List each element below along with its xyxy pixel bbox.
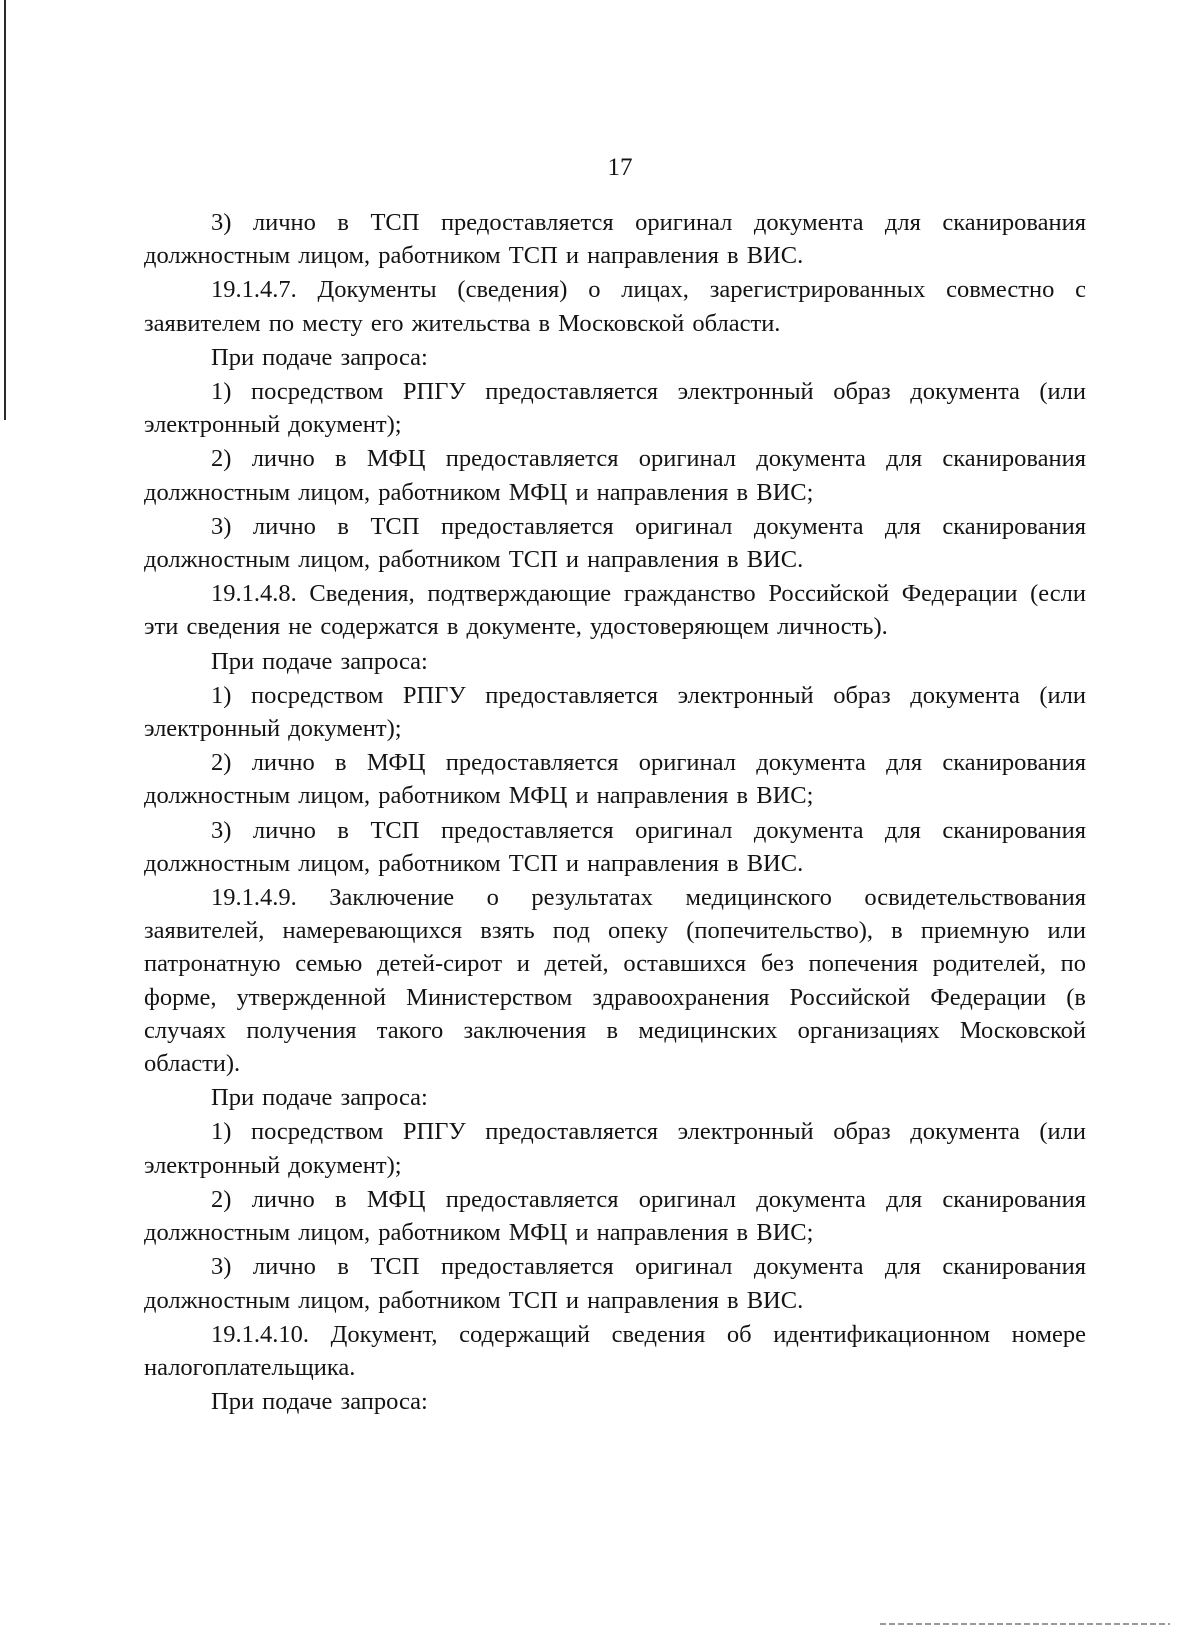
document-body	[144, 206, 1086, 1419]
paragraph-item-3-tsp: 3) лично в ТСП предоставляется оригинал документа для сканирования должностным лицом, работником ТСП и направления в ВИС.	[144, 209, 1086, 270]
paragraph-item-3-tsp: 3) лично в ТСП предоставляется оригинал документа для сканирования должностным лицом, работником ТСП и направления в ВИС.	[144, 512, 1086, 574]
request-submission-heading: При подаче запроса:	[211, 343, 428, 371]
request-submission-heading: При подаче запроса:	[211, 1388, 428, 1416]
scan-border-left	[4, 0, 6, 420]
paragraph-item-3-tsp: 3) лично в ТСП предоставляется оригинал документа для сканирования должностным лицом, работником ТСП и направления в ВИС.	[144, 816, 1086, 877]
paragraph-item-2-mfc: 2) лично в МФЦ предоставляется оригинал документа для сканирования должностным лицом, работником МФЦ и направления в ВИС;	[144, 1185, 1086, 1247]
request-submission-heading: При подаче запроса:	[211, 647, 428, 675]
scan-border-bottom	[880, 1623, 1170, 1625]
paragraph-item-2-mfc: 2) лично в МФЦ предоставляется оригинал документа для сканирования должностным лицом, работником МФЦ и направления в ВИС;	[144, 445, 1086, 506]
paragraph-item-1-rpgu: 1) посредством РПГУ предоставляется электронный образ документа (или электронный документ);	[144, 1118, 1086, 1179]
paragraph-item-3-tsp: 3) лично в ТСП предоставляется оригинал документа для сканирования должностным лицом, работником ТСП и направления в ВИС.	[144, 1253, 1086, 1314]
section-19-1-4-8: 19.1.4.8. Сведения, подтверждающие гражданство Российской Федерации (если эти сведения не содержатся в документе, удостоверяющем личность).	[144, 580, 1086, 641]
paragraph-item-1-rpgu: 1) посредством РПГУ предоставляется электронный образ документа (или электронный документ);	[144, 378, 1086, 439]
section-19-1-4-10: 19.1.4.10. Документ, содержащий сведения об идентификационном номере налогоплательщика.	[144, 1320, 1086, 1381]
page-number: 17	[607, 154, 633, 181]
section-19-1-4-7: 19.1.4.7. Документы (сведения) о лицах, зарегистрированных совместно с заявителем по месту его жительства в Московской области.	[144, 276, 1086, 337]
request-submission-heading: При подаче запроса:	[211, 1084, 428, 1112]
paragraph-item-2-mfc: 2) лично в МФЦ предоставляется оригинал документа для сканирования должностным лицом, работником МФЦ и направления в ВИС;	[144, 749, 1086, 810]
section-19-1-4-9: 19.1.4.9. Заключение о результатах медицинского освидетельствования заявителей, намеревающихся взять под опеку (попечительство), в приемную или патронатную семью детей-сирот и детей, оставшихся без попечения родителей, по форме, утвержденной Министерством здравоохранения Российской Федерации (в случаях получения такого заключения в медицинских организациях Московской области).	[144, 884, 1086, 1078]
paragraph-item-1-rpgu: 1) посредством РПГУ предоставляется электронный образ документа (или электронный документ);	[144, 681, 1086, 743]
